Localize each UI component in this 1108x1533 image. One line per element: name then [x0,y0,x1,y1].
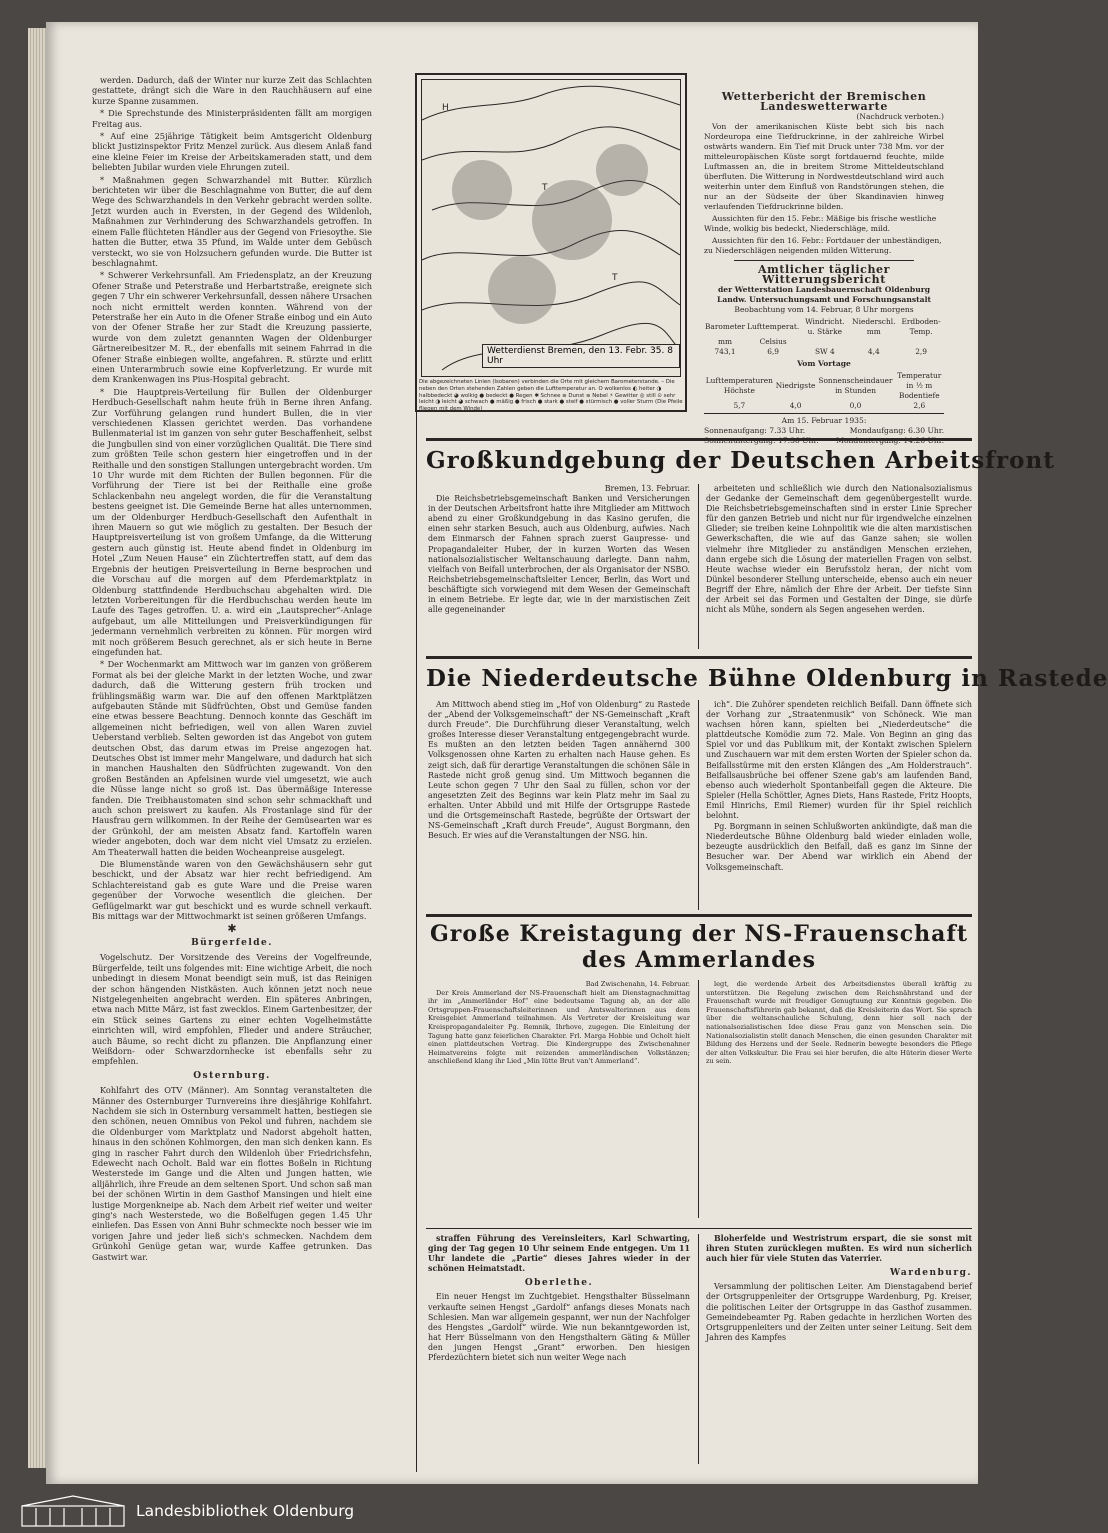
paragraph: Versammlung der politischen Leiter. Am Dienstagabend berief der Ortsgruppenleiter der Ortsgruppe Wardenburg, Pg. Kreiser, die politischen Leiter der Ortsgruppe in das Gasthof zusammen. Gemeindebeamter Pg. Raben gedachte in herzlichen Worten des Ortsgruppenleiters und der Zeiten unter seiner Leitung. Seit dem Jahren des Kampfes [706,1282,972,1342]
table-cell: SW 4 [814,347,835,356]
section-title-osternburg: Osternburg. [193,1070,271,1081]
article-frauenschaft-col1 [428,980,690,1220]
table-header: Niedrigste [775,381,816,390]
date-line: Am 15. Februar 1935: [781,416,867,425]
paragraph: Die Reichsbetriebsgemeinschaft Banken und Versicherungen in der Deutschen Arbeitsfront hatte ihre Mitglieder am Mittwoch abend zu einer Großkundgebung in das Kasino gerufen, die einen sehr starken Besuch, auch aus Oldenburg, aufwies. Nach dem Einmarsch der Fahnen sprach zuerst Gaupresse- und Propagandaleiter Huber, der in kurzen Worten das Wesen nationalsozialistischer Weltanschauung darlegte. Dann nahm, vielfach von Beifall unterbrochen, der als Organisator der NSBO. Reichsbetriebsgemeinschaftsleiter Lencer, Berlin, das Wort und beschäftigte sich vorwiegend mit dem Wesen der Gemeinschaft in einem Betriebe. Er legte dar, wie in der marxistischen Zeit alle gegeneinander [428,494,690,615]
vortag-label: Vom Vortage [797,359,851,368]
svg-text:T: T [542,183,548,193]
svg-text:T: T [612,273,618,283]
moonrise: Mondaufgang: 6.30 Uhr. [849,426,944,435]
paragraph: arbeiteten und schließlich wie durch den Nationalsozialismus der Gedanke der Gemeinschaft dem gegenübergestellt wurde. Die Reichsbetriebsgemeinschaften sind in erster Linie Sprecher für den ganzen Betrieb und nicht nur für irgendwelche einzelnen Glieder; sie treiben keine Lohnpolitik wie die alten marxistischen Gewerkschaften, die wie auf das Ganze sahen; sie wollen vielmehr ihre Mitglieder zu anständigen Menschen erziehen, dann ergebe sich die Lösung der materiellen Fragen von selbst. Heute wachse wieder ein Berufsstolz heran, der nicht vom Dünkel besonderer Stellung unterscheide, ebenso auch ein neuer Begriff der Ehre, nämlich der Ehre der Arbeit. Der tiefste Sinn der Arbeit sei das Formen und Gestalten der Dinge, sie dürfe nicht als Mühe, sondern als Segen angesehen werden. [706,484,972,615]
weather-map-image [421,79,681,377]
column-divider [698,1234,699,1464]
column-divider [698,980,699,1218]
article-buehne-col1 [428,700,690,912]
article-rule [426,656,972,659]
paragraph: Pg. Borgmann in seinen Schlußworten ankündigte, daß man die Niederdeutsche Bühne Oldenburg bald wieder einladen wolle, bezeugte ausdrücklich den Beifall, daß es ganz im Sinne der Besucher war. Der Abend war wirklich ein Abend der Volksgemeinschaft. [706,822,972,872]
dateline: Bremen, 13. Februar. [604,484,690,493]
article-rule [426,914,972,917]
table-unit: Celsius [759,337,787,346]
table-cell: 6,9 [767,347,780,356]
column-divider [698,484,699,649]
section-title-buergerfelde: Bürgerfelde. [191,937,273,948]
table-unit [849,337,898,347]
dateline: Bad Zwischenahn, 14. Februar. [585,980,690,988]
official-weather-sub1: der Wetterstation Landesbauernschaft Oldenburg [717,285,931,294]
weather-report-title: Wetterbericht der Bremischen Landeswetterwarte [721,90,927,113]
paragraph: Am Mittwoch abend stieg im „Hof von Oldenburg“ zu Rastede der „Abend der Volksgemeinschaft“ der NS-Gemeinschaft „Kraft durch Freude“. Die Durchführung dieser Veranstaltung, welch großes Interesse dieser Veranstaltung entgegengebracht wurde. Es mußten an den letzten beiden Tagen annähernd 300 Volksgenossen ohne Karten zu erhalten nach Hause gehen. Es zeigt sich, daß für derartige Veranstaltungen die schönen Säle in Rastede nicht groß genug sind. Um Mittwoch begannen die Leute schon gegen 7 Uhr den Saal zu füllen, schon vor der angesetzten Zeit des Beginns war kein Platz mehr im Saal zu erhalten. Unter Abbild und mit Hilfe der Ortsgruppe Rastede und die Ortsgemeinschaft Rastede, begrüßte der Ortswart der NS-Gemeinschaft „Kraft durch Freude“, August Borgmann, den Besuch. Er wies auf die Veranstaltungen der NSG. hin. [428,700,690,841]
section-title-wardenburg: Wardenburg. [890,1268,972,1279]
article-arbeitsfront-col1 [428,484,690,652]
paragraph: Ein neuer Hengst im Zuchtgebiet. Hengsthalter Büsselmann verkaufte seinen Hengst „Gardolf“ anfangs dieses Monats nach Schlesien. Man war allgemein gespannt, wer nun der Nachfolger des Hengstes „Gardolf“ würde. Wie nun bekanntgeworden ist, hat Herr Büsselmann von den Hengsthaltern Gäting & Müller den jungen Hengst „Grant“ erworben. Den hiesigen Pferdezüchtern bietet sich nun weiter Wege nach [428,1292,690,1363]
footer-bar [0,1488,1000,1533]
library-name: Landesbibliothek Oldenburg [136,1501,355,1520]
paragraph: straffen Führung des Vereinsleiters, Karl Schwarting, ging der Tag gegen 10 Uhr seinem Ende entgegen. Um 11 Uhr landete die „Partie“ dieses Jahres wieder in der schönen Heimatstadt. [428,1234,690,1274]
table-cell: 2,6 [913,401,926,410]
paragraph: Bloherfelde und Westristrum erspart, die sie sonst mit ihren Stuten zurücklegen mußten. Es wird nun sicherlich auch hier für viele Stuten das Vaterrier. [706,1234,972,1264]
paragraph: Die Blumenstände waren von den Gewächshäusern sehr gut beschickt, und der Absatz war hier recht befriedigend. Am Schlachtereistand gab es gute Ware und die Preise waren gegenüber der Vorwoche wesentlich die gleichen. Der Geflügelmarkt war gut beschickt und es wurde schnell verkauft. Bis mittags war der Mittwochmarkt ist seinen größeren Umfangs. [92,859,372,922]
sun-moon-row-1 [704,426,944,436]
weather-map-legend: Die abgezeichneten Linien (Isobaren) verbinden die Orte mit gleichem Barometerstande. – Die neben den Orten stehenden Zahlen geben die Lufttemperatur an. O wolkenlos ◐ heiter ◑ halbbedeckt ◕ wolkig ● bedeckt ● Regen ✱ Schnee ≡ Dunst ≡ Nebel ⚡ Gewitter ◎ still ⊙ sehr leicht ◑ leicht ◕ schwach ● mäßig ● frisch ● stark ● steif ● stürmisch ● voller Sturm (Die Pfeile fliegen mit dem Winde) [419,379,683,413]
table-header: Barometer [705,322,746,331]
table-header: Lufttemperaturen Höchste [705,376,773,395]
column-divider [698,700,699,910]
table-header: Temperatur in ½ m Bodentiefe [897,371,942,400]
weather-report [704,92,944,446]
paragraph: legt, die werdende Arbeit des Arbeitsdienstes überall kräftig zu unterstützen. Die Regelung zwischen dem Reichsnährstand und der Frauenschaft wurde mit freudiger Genugtuung zur Kenntnis gegeben. Die Frauenschaftsführerin gab bekannt, daß die Kreisleiterin das Wort. Sie sprach über die weltanschauliche Schulung, denn hier soll nach der nationalsozialistischen Idee diese Frau ganz von Menschen sein. Die Nationalsozialistin stellt danach Menschen, die einen gesunden Charakter mit Bildung des Herzens und der Seele. Rednerin bewegte besonders die Pflege der alten Volkskultur. Die Frau sei hier berufen, die alte Hüterin dieser Werte zu sein. [706,980,972,1066]
headline-niederdeutsche-buehne: Die Niederdeutsche Bühne Oldenburg in Rastede [426,665,1108,692]
table-cell: 0,0 [849,401,862,410]
weather-map-caption: Wetterdienst Bremen, den 13. Febr. 35. 8 Uhr [482,344,680,368]
observation-line: Beobachtung vom 14. Februar, 8 Uhr morgens [734,305,914,314]
paragraph: Vogelschutz. Der Vorsitzende des Vereins der Vogelfreunde, Bürgerfelde, teilt uns folgendes mit: Eine wichtige Arbeit, die noch unbedingt in diesem Monat beendigt sein muß, ist das Reinigen der schon hängenden Nistkästen. Auch können jetzt noch neue Nistgelegenheiten angebracht werden. Ein späteres Anbringen, etwa nach Mitte März, ist fast zwecklos. Einem Gartenbesitzer, der ein Stück seines Gartens zu einer echten Vogelheimstätte einrichten will, wird empfohlen, Flieder und andere Sträucher, auch Bäume, so recht dicht zu pflanzen. Die Anpflanzung einer Weißdorn- oder Schwarzdornhecke ist ebenfalls sehr zu empfehlen. [92,952,372,1067]
section-star-divider: ✱ [227,921,237,935]
weather-report-body: Von der amerikanischen Küste bebt sich bis nach Nordeuropa eine Tiefdruckrinne, in der zahlreiche Wirbel ostwärts wandern. Ein Tief mit Druck unter 738 Mm. vor der mitteleuropäischen Küste sorgt fortdauernd feuchte, milde Luftmassen an, die in breitem Strome Mitteldeutschland überfluten. Die Witterung in Nordwestdeutschland wird auch weiterhin unter dem Einfluß von Randstörungen stehen, die nur an der Südseite der über Skandinavien hinweg verlaufenden Tiefdruckrinne bilden. [704,122,944,211]
table-cell: 743,1 [714,347,736,356]
table-unit [800,337,849,347]
paragraph: werden. Dadurch, daß der Winter nur kurze Zeit das Schlachten gestattete, drängt sich die Ware in den Rauchhäusern auf eine kurze Spanne zusammen. [92,75,372,106]
section-rule [426,1228,972,1229]
weather-map [415,73,687,412]
divider [734,260,914,261]
weather-forecast-16: Aussichten für den 16. Febr.: Fortdauer der unbeständigen, zu Niederschlägen neigenden milden Witterung. [704,236,942,255]
paragraph: * Auf eine 25jährige Tätigkeit beim Amtsgericht Oldenburg blickt Justizinspektor Fritz Menzel zurück. Aus diesem Anlaß fand eine kleine Feier im Kreise der Arbeitskameraden statt, und dem beliebten Jubilar wurden viele Ehrungen zuteil. [92,131,372,173]
library-building-icon [18,1494,128,1528]
table-cell: 2,9 [915,347,927,356]
table-unit [898,337,944,347]
table-header: Windricht. u. Stärke [805,317,845,336]
section-title-oberlethe: Oberlethe. [524,1278,594,1289]
svg-text:H: H [442,103,449,113]
table-header: Erdboden-Temp. [901,317,941,336]
table-header: Niederschl. mm [852,317,896,336]
table-cell: 4,0 [789,401,802,410]
table-cell: 5,7 [733,401,746,410]
paragraph: * Die Hauptpreis-Verteilung für Bullen der Oldenburger Herdbuch-Gesellschaft nahm heute früh in Berne ihren Anfang. Zur Vorführung gelangen rund hundert Bullen, die in vier verschiedenen Klassen gerichtet werden. Das vorhandene Bullenmaterial ist im ganzen von sehr guter Beschaffenheit, selbst die Jungbullen sind von einer vorzüglichen Qualität. Die Tiere sind zum größten Teile schon gestern hier eingetroffen und in der Reithalle und den sonstigen Stallungen untergebracht worden. Um 10 Uhr wurde mit dem Richten der Bullen begonnen. Für die Vorführung der Tiere ist bei der Reithalle eine große Schlackenbahn neu angelegt worden, die für die Veranstaltung bestens geeignet ist. Die Gemeinde Berne hat alles unternommen, um der Oldenburger Herdbuch-Gesellschaft den Aufenthalt in ihren Mauern so gut wie möglich zu gestalten. Der Besuch der Hauptpreisverteilung ist von großem Umfange, da die Witterung gestern auch günstig ist. Heute abend findet in Oldenburg im Hotel „Zum Neuen Hause“ ein Züchtertreffen statt, auf dem das Ergebnis der heutigen Preisverteilung in Berne besprochen und die Vorschau auf die morgen auf dem Pferdemarktplatz in Oldenburg stattfindende Herdbuchschau abgehalten wird. Die letzten Vorbereitungen für die Herdbuchschau werden heute im Laufe des Tages getroffen. U. a. wird ein „Lautsprecher“-Anlage aufgebaut, um alle Mitteilungen und Preisverkündigungen für jedermann vernehmlich verbreiten zu können. Für morgen wird mit noch größerem Besuch gerechnet, als er sich heute in Berne eingefunden hat. [92,386,372,657]
table-unit: mm [718,337,733,346]
article-buehne-col2 [706,700,972,912]
article-arbeitsfront-col2 [706,484,972,652]
divider [704,413,944,414]
left-column [92,75,372,1385]
headline-arbeitsfront: Großkundgebung der Deutschen Arbeitsfront [426,447,1055,474]
paragraph: Kohlfahrt des OTV (Männer). Am Sonntag veranstalteten die Männer des Osternburger Turnvereins ihre diesjährige Kohlfahrt. Nachdem sie sich in Osternburg versammelt hatten, bestiegen sie den schönen, neuen Omnibus von Pekol und fuhren, nachdem sie die Oldenburger vom Marktplatz und Nadorst abgeholt hatten, hinaus in den schönen Kohlmorgen, den man sich denken kann. Es ging in rascher Fahrt durch den Wildenloh über Friedrichsfehn, Edewecht nach Ocholt. Bald war ein flottes Boßeln in Richtung Westerstede im Gange und die Alten und Jungen hatten, wie alljährlich, ihre Freude an dem seltenen Sport. Und schon saß man bei der schönen Wirtin in dem Gasthof Mansingen und hielt eine lustige Morgenkneipe ab. Nach dem Arbeit rief weiter und weiter ging's nach Westerstede, wo die Boßelfugen gegen 1.45 Uhr einliefen. Das Essen von Anni Buhr schmeckte noch besser wie im vorigen Jahre und jeder ließ sich's schmecken. Nachdem dem Grünkohl Genüge getan war, wurde Kaffee getrunken. Das Gastwirt war. [92,1085,372,1262]
newspaper-page [46,22,1108,1484]
table-header: Lufttemperat. [747,322,800,331]
bottom-col1 [428,1234,690,1464]
headline-frauenschaft-line1: Große Kreistagung der NS-Frauenschaft [430,921,968,947]
headline-frauenschaft-line2: des Ammerlandes [581,947,816,973]
official-weather-title: Amtlicher täglicher Witterungsbericht [757,263,891,286]
weather-table-vortag [704,371,944,411]
bottom-col2 [706,1234,972,1464]
paragraph: * Maßnahmen gegen Schwarzhandel mit Butter. Kürzlich berichteten wir über die Beschlagnahme von Butter, die auf dem Wege des Schwarzhandels in den Verkehr gebracht werden sollte. Jetzt wurden auch in Eversten, in der Gegend des Wildenloh, Maßnahmen zur Verhinderung des Schwarzhandels getroffen. In einem Falle flüchteten Händler aus der Gegend von Friesoythe. Sie hatten die Butter, etwa 35 Pfund, im Walde unter dem Gebüsch versteckt, wo sie von Holzsuchern gefunden wurde. Die Butter ist beschlagnahmt. [92,174,372,268]
weather-report-subtitle: (Nachdruck verboten.) [856,112,944,121]
book-page-edge [28,28,48,1468]
article-frauenschaft-col2 [706,980,972,1220]
weather-table-main [704,317,944,357]
paragraph: * Die Sprechstunde des Ministerpräsidenten fällt am morgigen Freitag aus. [92,108,372,129]
sunrise: Sonnenaufgang: 7.33 Uhr. [704,426,806,435]
paragraph: ich“. Die Zuhörer spendeten reichlich Beifall. Dann öffnete sich der Vorhang zur „Straatenmusik“ von Schöneck. Wie man wachsen hören kann, spielten bei „Niederdeutsche“ die plattdeutsche Komödie zum 72. Male. Von Beginn an ging das Spiel vor und das Publikum mit, der Kontakt zwischen Spielern und Zuschauern war mit dem ersten Worten der Spieler schon da. Beifallsstürme mit den ersten Klängen des „Am Holderstrauch“. Beifallsausbrüche bei offener Szene gab's am laufenden Band, ebenso auch wiederholt Spontanbeifall gegen die Akteure. Die Spieler (Hella Schöttler, Agnes Diets, Hans Rastede, Fritz Hoopts, Emil Hinrichs, Emil Riemer) wurden für ihr Spiel reichlich belohnt. [706,700,972,821]
table-header: Sonnenscheindauer in Stunden [818,376,893,395]
weather-forecast-15: Aussichten für den 15. Febr.: Mäßige bis frische westliche Winde, wolkig bis bedeckt, Niederschläge, mild. [704,214,937,233]
paragraph: * Der Wochenmarkt am Mittwoch war im ganzen von größerem Format als bei der gleiche Markt in der letzten Woche, und zwar dadurch, daß die Witterung gestern früh trocken und frühlingsmäßig warm war. Die auf den offenen Marktplätzen aufgebauten Stände mit Südfrüchten, Obst und Gemüse fanden eine etwas bessere Beachtung. Dennoch konnte das Geschäft im allgemeinen nicht befriedigen, weil von allen Waren zuviel Ueberstand verblieb. Selten geworden ist das Angebot von gutem deutschen Obst, das darum etwas im Preise angezogen hat. Deutsches Obst ist immer mehr Mangelware, und dadurch hat sich in manchen Haushalten den Südfrüchten zugewandt. Von den großen Beständen an Apfelsinen wurde viel umgesetzt, wie auch die Nüsse lange nicht so groß ist. Das übermäßige Interesse fanden. Die Treibhaustomaten sind schon sehr schmackhaft und auch schon preiswert zu kaufen. Als Frostanlage sind für der Hausfrau gern willkommen. In der Reihe der Gemüsearten war es der Grünkohl, der am meisten Absatz fand. Kartoffeln waren wieder angeboten, doch war dem nicht viel Umsatz zu erzielen. Am Theaterwall hatten die beiden Wocheanpreise ausgelegt. [92,659,372,857]
paragraph: Der Kreis Ammerland der NS-Frauenschaft hielt am Dienstagnachmittag ihr im „Ammerländer Hof“ eine bedeutsame Tagung ab, an der alle Ortsgruppen-Frauenschaftsleiterinnen und Amtswalterinnen aus dem Kreisgebiet Ammerland teilnahmen. Als Vertreter der Kreisleitung war Kreispropagandaleiter Pg. Remnik, Ihrhove, zugegen. Die Einleitung der Tagung hatte ganz feierlichen Charakter. Frl. Marga Hobbie und Ocholt hielt einen plattdeutschen Vortrag. Die Kindergruppe des Zwischenahner Heimatvereins folgte mit reizenden ammerländischen Volkstänzen; anschließend klang ihr Lied „Min lütte Brut van't Ammerland“. [428,988,690,1066]
paragraph: * Schwerer Verkehrsunfall. Am Friedensplatz, an der Kreuzung Ofener Straße und Peterstraße und Herbartstraße, ereignete sich gegen 7 Uhr ein schwerer Verkehrsunfall, dessen nähere Ursachen noch nicht ermittelt werden konnten. Während von der Peterstraße her ein Auto in die Ofener Straße einbog und ein Auto von der Ofener Straße her zur Stadt die Kreuzung passierte, wurde von dem zuletzt genannten Wagen der Oldenburger Gärtnereibesitzer M. R., der ebenfalls mit seinem Fahrrad in die Ofener Straße einbiegen wollte, angefahren. R. stürzte und erlitt einen Unterarmbruch sowie eine Kopfverletzung. Er wurde mit dem Krankenwagen ins Pius-Hospital gebracht. [92,270,372,385]
table-cell: 4,4 [867,347,880,356]
official-weather-sub2: Landw. Untersuchungsamt und Forschungsanstalt [717,295,931,304]
isobar-map-graphic [422,80,680,376]
article-rule [426,438,972,441]
